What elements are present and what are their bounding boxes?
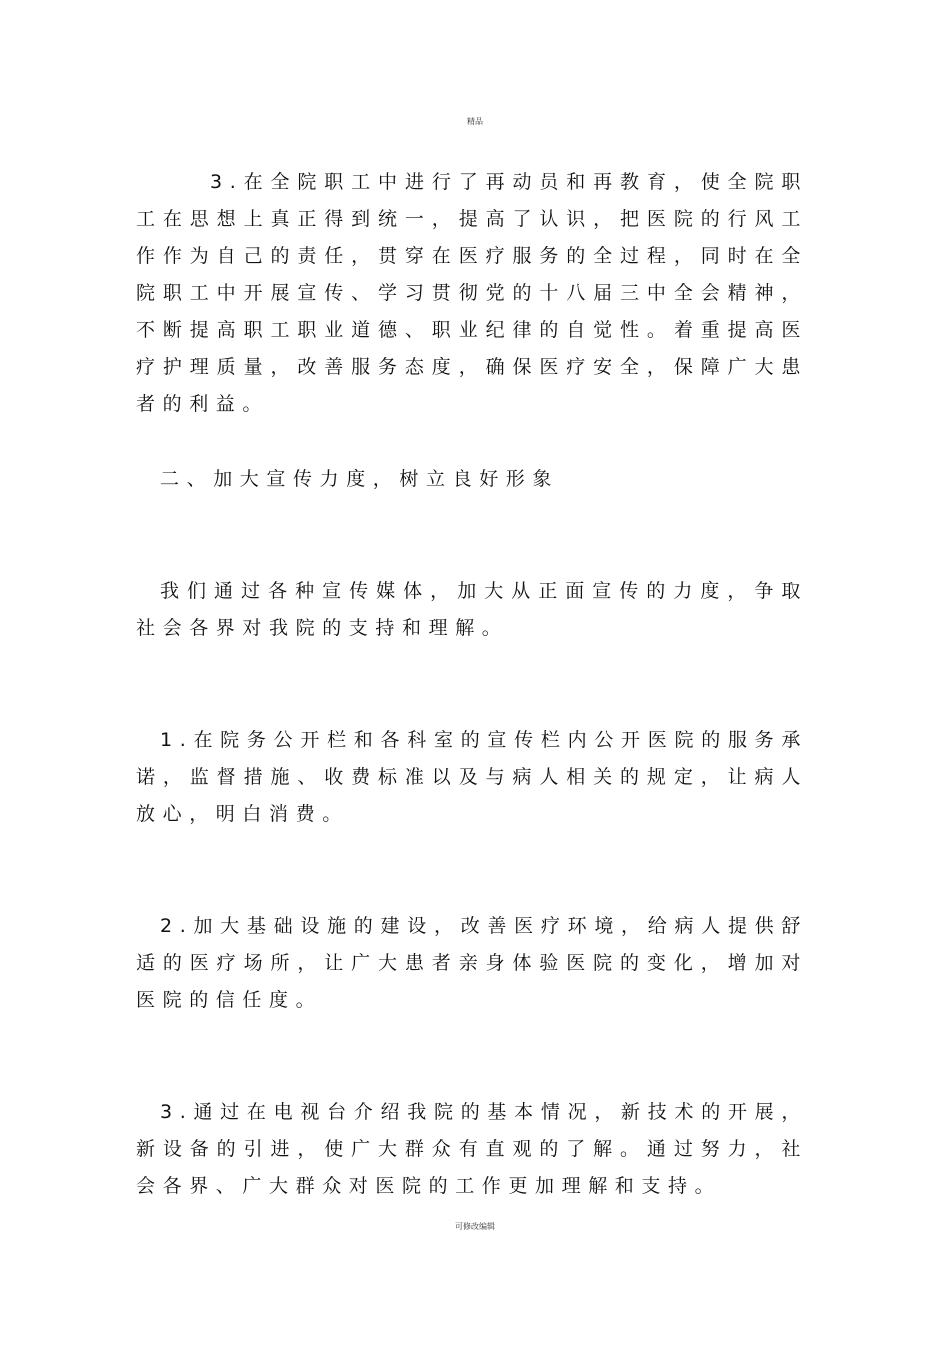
section-heading: 二、加大宣传力度，树立良好形象 <box>160 468 560 490</box>
paragraph-item-2: 2.加大基础设施的建设，改善医疗环境，给病人提供舒适的医疗场所，让广大患者亲身体验医院的变化，增加对医院的信任度。 <box>136 915 808 1011</box>
paragraph-item-1: 1.在院务公开栏和各科室的宣传栏内公开医院的服务承诺，监督措施、收费标准以及与病人相关的规定，让病人放心，明白消费。 <box>136 729 808 825</box>
page-footer-label: 可修改编辑 <box>455 1222 495 1231</box>
page-header-label: 精品 <box>467 117 483 126</box>
paragraph-publicity-intro: 我们通过各种宣传媒体，加大从正面宣传的力度，争取社会各界对我院的支持和理解。 <box>136 580 808 639</box>
paragraph-staff-education: 3.在全院职工中进行了再动员和再教育，使全院职工在思想上真正得到统一，提高了认识，把医院的行风工作作为自己的责任，贯穿在医疗服务的全过程，同时在全院职工中开展宣传、学习贯彻党的十八届三中全会精神，不断提高职工职业道德、职业纪律的自觉性。着重提高医疗护理质量，改善服务态度，确保医疗安全，保障广大患者的利益。 <box>136 171 808 415</box>
paragraph-item-3: 3.通过在电视台介绍我院的基本情况，新技术的开展，新设备的引进，使广大群众有直观的了解。通过努力，社会各界、广大群众对医院的工作更加理解和支持。 <box>136 1101 808 1197</box>
